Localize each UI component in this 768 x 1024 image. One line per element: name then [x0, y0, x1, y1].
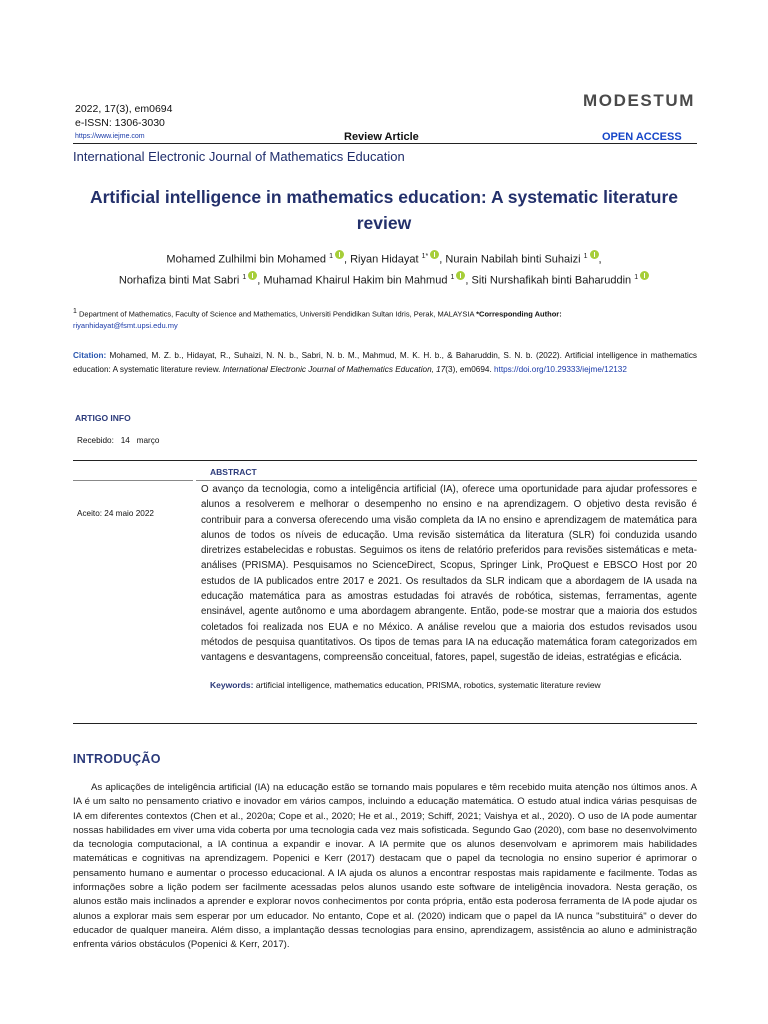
orcid-icon[interactable] — [430, 250, 439, 259]
author-name: Mohamed Zulhilmi bin Mohamed — [166, 253, 326, 266]
introduction-heading: INTRODUÇÃO — [73, 752, 161, 766]
eissn: e-ISSN: 1306-3030 — [75, 117, 165, 129]
orcid-icon[interactable] — [590, 250, 599, 259]
received-date: Recebido: 14 março — [77, 436, 160, 445]
affiliation: $^1$ Department of Mathematics, Faculty of Science and Mathematics, Universiti Pendidikan Sultan Idris, Perak, MALAYSIA *Corresponding Author: riyanhidayat@fsmt.upsi.edu.my — [73, 308, 562, 330]
citation — [73, 349, 697, 376]
author-name: Norhafiza binti Mat Sabri — [118, 274, 240, 287]
abstract-top-rule — [73, 460, 697, 461]
open-access-label[interactable]: OPEN ACCESS — [602, 131, 682, 143]
author-affiliation-mark: 1 — [242, 274, 247, 281]
authors-line-1: Mohamed Zulhilmi bin Mohamed $^1$ , Riyan Hidayat $^{1*}$ , Nurain Nabilah binti Suhaizi $^1$ , — [70, 246, 698, 271]
abstract-heading: ABSTRACT — [210, 467, 257, 477]
orcid-icon[interactable] — [456, 271, 465, 280]
article-info-heading: ARTIGO INFO — [75, 413, 131, 423]
author-name: Nurain Nabilah binti Suhaizi — [445, 253, 581, 266]
author-name: Siti Nurshafikah binti Baharuddin — [471, 274, 632, 287]
corresponding-label: *Corresponding Author: — [476, 309, 562, 319]
publisher-logo: MODESTUM — [583, 91, 695, 110]
info-rule — [73, 480, 193, 481]
journal-name: International Electronic Journal of Mathematics Education — [73, 149, 405, 164]
article-title: Artificial intelligence in mathematics education: A systematic literature review — [89, 187, 679, 233]
author-affiliation-mark: 1 — [583, 253, 588, 260]
keywords-label: Keywords: — [210, 680, 254, 690]
header-rule — [73, 143, 697, 144]
journal-url[interactable]: https://www.iejme.com — [75, 133, 145, 140]
citation-journal: International Electronic Journal of Mathematics Education, 17 — [222, 364, 446, 374]
authors-line-2: Norhafiza binti Mat Sabri $^1$ , Muhamad Khairul Hakim bin Mahmud $^1$ , Siti Nurshafikah binti Baharuddin $^1$ — [70, 267, 698, 292]
author-name: Riyan Hidayat — [350, 253, 419, 266]
author-affiliation-mark: 1 — [450, 274, 455, 281]
keywords — [210, 680, 697, 690]
author-affiliation-mark: 1 — [634, 274, 639, 281]
orcid-icon[interactable] — [640, 271, 649, 280]
citation-label: Citation: — [73, 351, 107, 360]
author-affiliation-mark: 1* — [421, 253, 429, 260]
abstract-body: O avanço da tecnologia, como a inteligência artificial (IA), oferece uma oportunidade para ajudar professores e alunos a resolverem e melhorar o desempenho no ensino e na aprendizagem. O objetivo desta revisão é contribuir para a conversa oferecendo uma visão completa da IA no ensino e aprendizagem de matemática para alunos de todos os níveis de educação. Uma revisão sistemática da literatura (SLR) foi conduzida usando diretrizes estabelecidas e robustas. Seguimos os itens de relatório preferidos para revisões sistemáticas e meta-análises (PRISMA). Pesquisamos no ScienceDirect, Scopus, Springer Link, ProQuest e EBSCO Host por 20 estudos de IA publicados entre 2017 e 2021. Os resultados da SLR indicam que a abordagem de IA usada na educação matemática para as amostras estudadas foi através de robótica, sistemas, ferramentas, agente ensinável, agente autônomo e uma abordagem abrangente. Então, pode-se mostrar que a maioria dos estudos coletados foi realizada nos EUA e no México. A análise revelou que a maioria dos estudos revisados usou métodos de pesquisa quantitativos. Os tipos de temas para IA na educação matemática foram categorizados em vantagens e desvantagens, compreensão conceitual, fatores, papel, sugestão de ideias, estratégias e eficácia. — [201, 484, 697, 664]
author-affiliation-mark: 1 — [329, 253, 333, 260]
orcid-icon[interactable] — [335, 250, 344, 259]
abstract-heading-rule — [196, 480, 697, 481]
accepted-date: Aceito: 24 maio 2022 — [77, 509, 154, 518]
abstract-bottom-rule — [73, 723, 697, 724]
author-name: Muhamad Khairul Hakim bin Mahmud — [263, 274, 448, 287]
introduction-paragraph: As aplicações de inteligência artificial (IA) na educação estão se tornando mais populares e têm recebido muita atenção nos últimos anos. A IA é um salto no pensamento criativo e inovador em vários campos, incluindo a educação matemática. O estudo atual indica várias pesquisas de IA em diferentes contextos (Chen et al., 2020a; Cope et al., 2020; He et al., 2019; Schiff, 2021; Vaishya et al., 2020). O uso de IA pode aumentar nossas habilidades em viver uma vida coberta por uma tecnologia cada vez mais sofisticada. Segundo Gao (2020), com base no desenvolvimento da tecnologia computacional, a IA continua a expandir e inovar. A IA permite que os alunos desenvolvam e aprimorem mais habilidades matemáticas e cognitivas na aprendizagem. Popenici e Kerr (2017) destacam que o papel da tecnologia no ensino superior é aprimorar o pensamento humano e aumentar o processo educacional. A IA ajuda os alunos a encontrar respostas mais rapidamente e facilmente. Todas as informações sobre a lição podem ser facilmente acessadas pelos alunos usando este software de inteligência inovadora. Nesta geração, os alunos estão mais inclinados a aprender e explorar novos conhecimentos por conta própria, então esta poderosa ferramenta de IA pode ajudar os alunos a explorar mais sem esperar por um educador. No entanto, Cope et al. (2020) indicam que o papel da IA nunca "substituirá" o dever do educador de qualquer maneira. Além disso, a implantação dessas tecnologias para ensino, aprendizagem, assistência ao aluno e administração enfrenta vários obstáculos (Popenici & Kerr, 2017). — [73, 782, 697, 951]
citation-text: Mohamed, M. Z. b., Hidayat, R., Suhaizi, N. N. b., Sabri, N. b. M., Mahmud, M. K. H. b., & Baharuddin, S. N. b. (2022). Artificial intelligence in mathematics education: A systematic literature review. — [73, 351, 698, 374]
orcid-icon[interactable] — [248, 271, 257, 280]
keywords-list: artificial intelligence, mathematics education, PRISMA, robotics, systematic literature review — [255, 680, 601, 690]
issue-info: 2022, 17(3), em0694 — [75, 103, 173, 115]
corresponding-email[interactable]: riyanhidayat@fsmt.upsi.edu.my — [73, 320, 178, 330]
article-type: Review Article — [344, 131, 419, 143]
citation-doi[interactable]: https://doi.org/10.29333/iejme/12132 — [494, 364, 627, 374]
citation-tail: (3), em0694. — [445, 364, 492, 374]
